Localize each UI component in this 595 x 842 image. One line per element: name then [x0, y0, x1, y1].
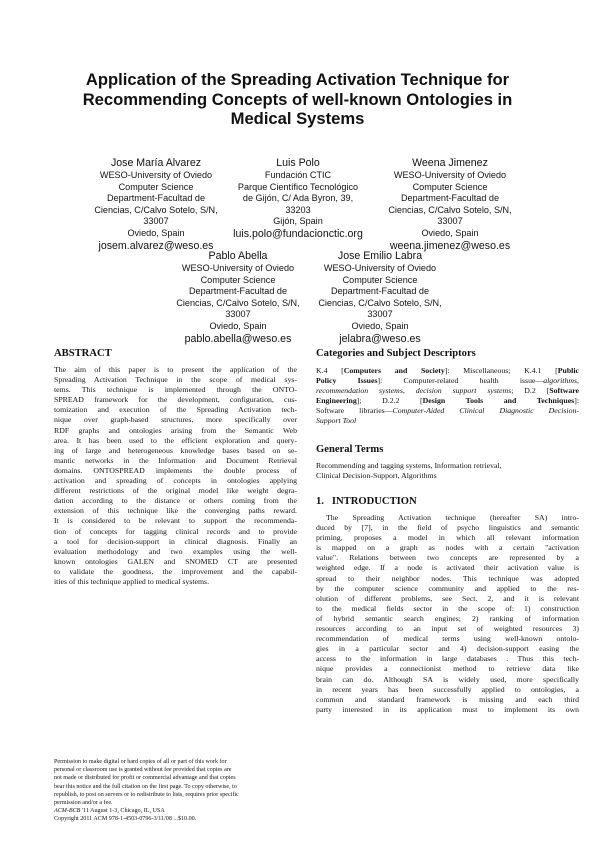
- author-affiliation-line: Ciencias, C/Calvo Sotelo, S/N,: [388, 204, 512, 215]
- author-block: [162, 250, 314, 346]
- introduction-line: of hybrid semantic search engines; 2) ranking of information: [316, 613, 579, 623]
- author-affiliation-line: Fundación CTIC: [264, 170, 332, 180]
- abstract-line: activation and spreading of concepts in ontologies applying: [54, 476, 297, 486]
- author-affiliation-line: Computer Science: [412, 181, 488, 192]
- abstract-line: area. It has been used to the efficient exploration and query-: [54, 435, 297, 445]
- introduction-line: to the medical fields sector in the scope of: 1) construction: [316, 603, 579, 613]
- venue-line: [54, 807, 297, 815]
- introduction-line: brain can do. Although SA is widely used, more specifically: [316, 674, 579, 684]
- categories-line: Support Tool: [316, 416, 357, 426]
- author-affiliation-line: Computer Science: [118, 181, 194, 192]
- abstract-line: It is considered to be relevant to support the recommenda-: [54, 516, 297, 526]
- author-affiliation-line: Oviedo, Spain: [421, 227, 479, 238]
- categories-line: Software libraries—Computer-Aided Clinical Diagnostic Decision-: [316, 406, 579, 416]
- abstract-line: ities of this technique applied to medical systems.: [54, 576, 210, 586]
- author-affiliation-line: Computer Science: [200, 274, 276, 285]
- author-affiliation-line: Department-Facultad de: [400, 193, 500, 204]
- introduction-line: resources according to an input set of weighted resources 3): [316, 624, 579, 634]
- author-affiliation-line: 33007: [367, 309, 393, 320]
- introduction-line: nique provides a connectionist method to retrieve data like: [316, 664, 579, 674]
- author-affiliation-line: de Gijón, C/ Ada Byron, 39,: [242, 193, 354, 204]
- categories-line: Policy Issues]: Computer-related health issue—algorithms,: [316, 376, 579, 386]
- abstract-body: [54, 365, 297, 587]
- introduction-line: duced by [7], in the field of psycho linguistics and semantic: [316, 523, 579, 533]
- abstract-line: ing of large and heterogeneous knowledge bases based on se-: [54, 445, 297, 455]
- paper-title: [40, 70, 555, 129]
- author-block: [222, 157, 374, 241]
- author-email[interactable]: weena.jimenez@weso.es: [389, 239, 511, 252]
- introduction-line: The Spreading Activation technique (hereafter SA) intro-: [326, 513, 579, 522]
- introduction-line: recommendation of medical terms using well-known ontolo-: [316, 634, 579, 644]
- author-block: [374, 157, 526, 253]
- title-line: Application of the Spreading Activation Technique for: [85, 70, 510, 89]
- introduction-line: access to the information in large databases . Thus this tech-: [316, 654, 579, 664]
- author-affiliation-line: Gijón, Spain: [273, 216, 323, 227]
- author-name: Weena Jimenez: [412, 157, 488, 169]
- introduction-line: common and standard framework is missing and each third: [316, 694, 579, 704]
- introduction-heading: [316, 496, 417, 507]
- abstract-line: mantic networks in the Information and Document Retrieval: [54, 455, 297, 465]
- introduction-line: gies in a particular sector and 4) decision-support easing the: [316, 644, 579, 654]
- abstract-line: SPREAD framework for the development, configuration, cus-: [54, 395, 297, 405]
- categories-line: K.4 [Computers and Society]: Miscellaneous; K.4.1 [Public: [316, 366, 579, 375]
- author-affiliation-line: Department-Facultad de: [106, 193, 206, 204]
- introduction-line: is mapped on a graph as nodes with a certain "activation: [316, 543, 579, 553]
- author-affiliation-line: Oviedo, Spain: [127, 227, 185, 238]
- abstract-line: a tool for decision-support in clinical diagnosis. Finally an: [54, 536, 297, 546]
- abstract-line: The aim of this paper is to present the application of the: [54, 365, 297, 374]
- author-affiliation-line: WESO-University of Oviedo: [99, 170, 213, 180]
- author-affiliation-line: Oviedo, Spain: [209, 320, 267, 331]
- categories-body: [316, 366, 579, 427]
- abstract-line: different restrictions of the original model like weight degra-: [54, 486, 297, 496]
- author-affiliation-line: Parque Científico Tecnológico: [237, 181, 359, 192]
- abstract-line: tion of concepts for tagging clinical records and to provide: [54, 526, 297, 536]
- abstract-line: to validate the goodness, the improvement and the capabil-: [54, 566, 297, 576]
- permission-line: republish, to post on servers or to redistribute to lists, requires prior specific: [54, 791, 239, 798]
- author-affiliation-line: WESO-University of Oviedo: [393, 170, 507, 180]
- introduction-line: olution of different problems, see Sect. 2, and it is relevant: [316, 593, 579, 603]
- general-terms-body: [316, 461, 579, 481]
- permission-line: personal or classroom use is granted without fee provided that copies are: [54, 767, 232, 774]
- author-affiliation-line: WESO-University of Oviedo: [181, 263, 295, 273]
- introduction-line: priming, proposes a model in which all relevant information: [316, 533, 579, 543]
- author-email[interactable]: josem.alvarez@weso.es: [98, 239, 214, 252]
- author-affiliation-line: 33007: [225, 309, 251, 320]
- abstract-line: domains. ONTOSPREAD implements the double process of: [54, 465, 297, 475]
- author-email[interactable]: jelabra@weso.es: [339, 332, 421, 345]
- author-block: [80, 157, 232, 253]
- author-affiliation-line: WESO-University of Oviedo: [323, 263, 437, 273]
- abstract-line: known ontologies GALEN and SNOMED CT are presented: [54, 556, 297, 566]
- author-email[interactable]: luis.polo@fundacionctic.org: [233, 227, 363, 240]
- general-terms-line: Clinical Decision-Support, Algorithms: [316, 471, 437, 481]
- author-name: Luis Polo: [276, 157, 320, 169]
- title-line: Medical Systems: [230, 109, 365, 129]
- title-line: Recommending Concepts of well-known Ontologies in: [82, 89, 513, 109]
- author-name: Pablo Abella: [208, 250, 268, 262]
- introduction-line: in recent years has been successfully applied to ontologies, a: [316, 684, 579, 694]
- introduction-line: value". Relations between two concepts are represented by a: [316, 553, 579, 563]
- abstract-line: dation according to the distance or others coming from the: [54, 496, 297, 506]
- categories-line: Engineering]; D.2.2 [Design Tools and Techniques]:: [316, 396, 579, 406]
- author-affiliation-line: Ciencias, C/Calvo Sotelo, S/N,: [318, 297, 442, 308]
- abstract-line: evaluation methodology and two examples using the well-: [54, 546, 297, 556]
- introduction-line: weighted edge. If a node is activated their activation value is: [316, 563, 579, 573]
- introduction-line: spread to their neighbor nodes. This technique was adopted: [316, 573, 579, 583]
- permission-line: not made or distributed for profit or commercial advantage and that copies: [54, 775, 236, 782]
- author-affiliation-line: Department-Facultad de: [188, 286, 288, 297]
- general-terms-heading: General Terms: [316, 444, 384, 455]
- section-title: INTRODUCTION: [331, 496, 417, 507]
- abstract-line: tems. This technique is implemented through the ONTO-: [54, 385, 297, 395]
- author-email[interactable]: pablo.abella@weso.es: [184, 332, 292, 345]
- introduction-body: [316, 513, 579, 715]
- abstract-line: tomization and execution of the Spreading Activation tech-: [54, 405, 297, 415]
- venue-details: '11 August 1-3, Chicago, IL, USA: [80, 808, 165, 815]
- author-affiliation-line: Ciencias, C/Calvo Sotelo, S/N,: [176, 297, 300, 308]
- categories-heading: Categories and Subject Descriptors: [316, 348, 476, 359]
- author-name: Jose María Alvarez: [110, 157, 202, 169]
- author-affiliation-line: Computer Science: [342, 274, 418, 285]
- author-affiliation-line: Ciencias, C/Calvo Sotelo, S/N,: [94, 204, 218, 215]
- copyright-line: Copyright 2011 ACM 978-1-4503-0796-3/11/08 ...$10.00.: [54, 816, 197, 823]
- author-affiliation-line: 33007: [437, 216, 463, 227]
- permission-line: bear this notice and the full citation on the first page. To copy otherwise, to: [54, 783, 237, 790]
- abstract-line: extension of this technique like the converging paths reward.: [54, 506, 297, 516]
- section-number: 1.: [316, 496, 324, 507]
- abstract-line: RDF graphs and ontologies arising from the Semantic Web: [54, 425, 297, 435]
- author-name: Jose Emilio Labra: [337, 250, 423, 262]
- author-affiliation-line: 33203: [285, 204, 311, 215]
- categories-line: recommendation systems, decision support systems; D.2 [Software: [316, 386, 579, 396]
- introduction-line: party interested in its application must to implement its own: [316, 704, 579, 714]
- abstract-heading: ABSTRACT: [54, 348, 112, 359]
- abstract-line: Spreading Activation Technique in the scope of medical sys-: [54, 375, 297, 385]
- general-terms-line: Recommending and tagging systems, Information retrieval,: [316, 461, 502, 470]
- venue-name: ACM-BCB: [54, 808, 81, 815]
- permission-notice: [54, 758, 297, 824]
- author-affiliation-line: Oviedo, Spain: [351, 320, 409, 331]
- author-affiliation-line: 33007: [143, 216, 169, 227]
- author-block: [304, 250, 456, 346]
- permission-line: Permission to make digital or hard copies of all or part of this work for: [54, 759, 227, 765]
- introduction-line: by the computer science community and applied to the res-: [316, 583, 579, 593]
- permission-line: permission and/or a fee.: [54, 800, 113, 807]
- abstract-line: nique over graph-based structures, more specifically over: [54, 415, 297, 425]
- author-affiliation-line: Department-Facultad de: [330, 286, 430, 297]
